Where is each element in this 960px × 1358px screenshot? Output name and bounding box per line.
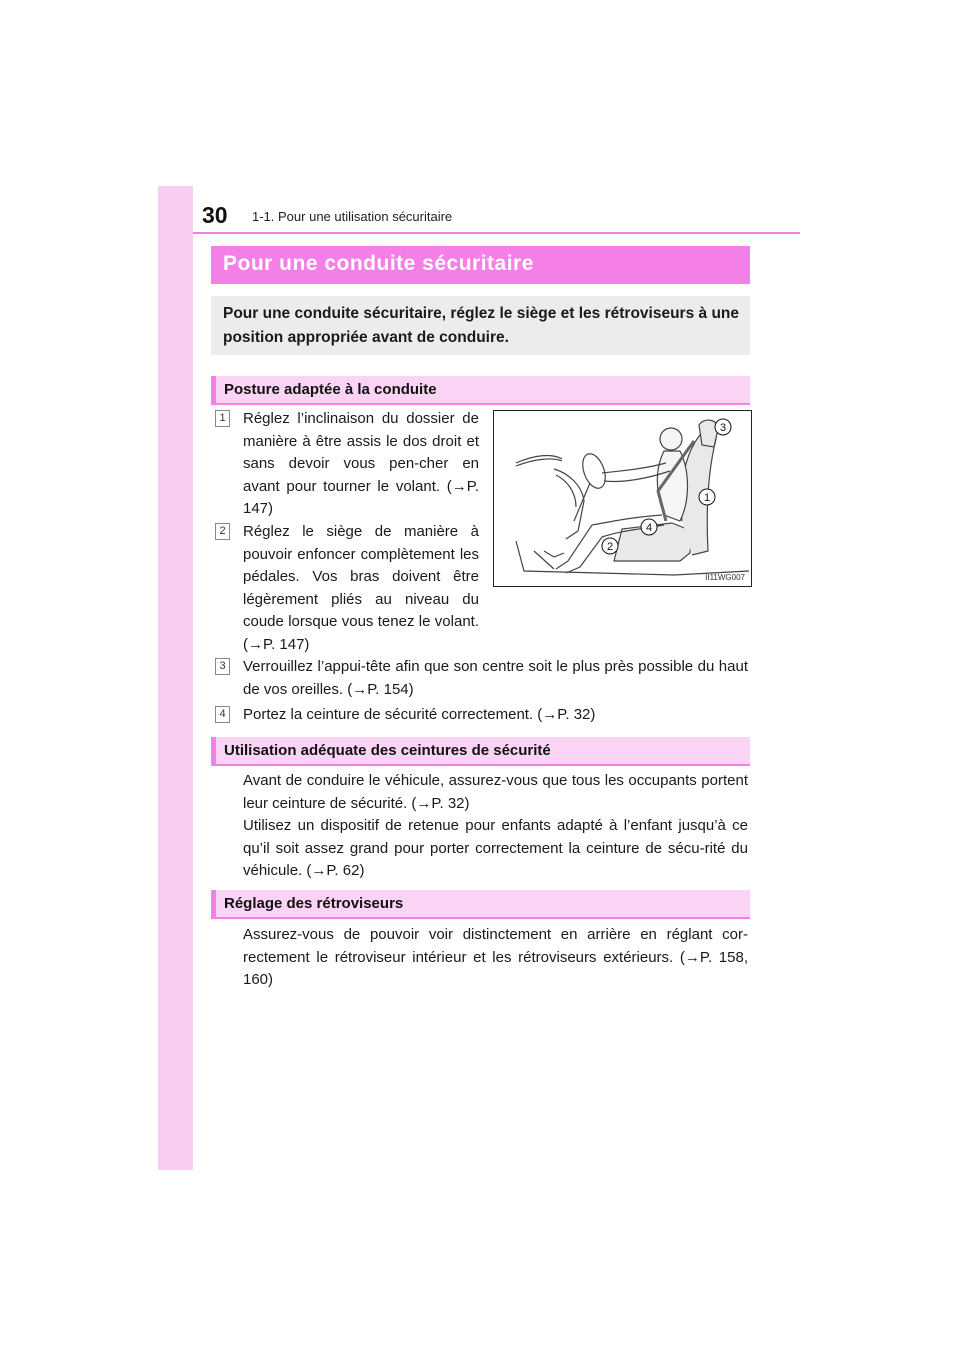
item-number-badge: 1 bbox=[215, 410, 230, 427]
posture-item-text: Portez la ceinture de sécurité correctement. (→P. 32) bbox=[243, 706, 596, 723]
posture-item-text: Réglez l’inclinaison du dossier de manière à être assis le dos droit et sans devoir vous pen-cher en avant pour tourner le volant. (→P. 147) bbox=[243, 410, 479, 517]
seatbelt-paragraph-1: Avant de conduire le véhicule, assurez-vous que tous les occupants portent leur ceinture de sécurité. (→P. 32) bbox=[243, 772, 748, 812]
posture-item-4 bbox=[215, 704, 750, 728]
intro-box bbox=[211, 296, 750, 355]
item-number-badge: 3 bbox=[215, 658, 230, 675]
callout-1: 1 bbox=[703, 492, 711, 504]
posture-heading-bar bbox=[211, 376, 750, 405]
seatbelt-heading: Utilisation adéquate des ceintures de sécurité bbox=[224, 742, 551, 759]
callout-3: 3 bbox=[719, 422, 727, 434]
seating-posture-illustration bbox=[493, 410, 752, 587]
seatbelt-paragraph-2: Utilisez un dispositif de retenue pour enfants adapté à l’enfant jusqu’à ce qu’il soit assez grand pour porter correctement la ceinture de sécu-rité du véhicule. (→P. 62) bbox=[243, 817, 748, 879]
header-divider bbox=[193, 232, 800, 234]
seatbelt-heading-bar bbox=[211, 737, 750, 766]
posture-item-text: Réglez le siège de manière à pouvoir enfoncer complètement les pédales. Vos bras doivent être légèrement pliés au niveau du coude lorsque vous tenez le volant. (→P. 147) bbox=[243, 523, 479, 653]
intro-text: Pour une conduite sécuritaire, réglez le siège et les rétroviseurs à une position appropriée avant de conduire. bbox=[223, 305, 739, 346]
driver-seat-drawing bbox=[494, 411, 751, 586]
item-number-badge: 2 bbox=[215, 523, 230, 540]
posture-item-1 bbox=[215, 408, 479, 523]
illustration-code: II11WG007 bbox=[705, 573, 745, 582]
callout-4: 4 bbox=[645, 522, 653, 534]
posture-heading: Posture adaptée à la conduite bbox=[224, 381, 437, 398]
posture-item-2 bbox=[215, 521, 479, 651]
callout-2: 2 bbox=[606, 541, 614, 553]
mirrors-heading-bar bbox=[211, 890, 750, 919]
page-number: 30 bbox=[202, 202, 228, 228]
mirrors-heading: Réglage des rétroviseurs bbox=[224, 895, 404, 912]
page-title-bar bbox=[211, 246, 750, 284]
page-title: Pour une conduite sécuritaire bbox=[223, 252, 534, 275]
item-number-badge: 4 bbox=[215, 706, 230, 723]
side-color-band bbox=[158, 186, 193, 1170]
section-reference: 1-1. Pour une utilisation sécuritaire bbox=[252, 209, 453, 224]
posture-item-3 bbox=[215, 656, 750, 704]
heading-accent bbox=[211, 890, 216, 917]
heading-accent bbox=[211, 737, 216, 764]
mirrors-paragraph: Assurez-vous de pouvoir voir distinctement en arrière en réglant cor-rectement le rétroviseur intérieur et les rétroviseurs extérieurs. (→P. 158, 160) bbox=[243, 926, 748, 988]
posture-item-text: Verrouillez l’appui-tête afin que son centre soit le plus près possible du haut de vos oreilles. (→P. 154) bbox=[243, 658, 748, 698]
heading-accent bbox=[211, 376, 216, 403]
